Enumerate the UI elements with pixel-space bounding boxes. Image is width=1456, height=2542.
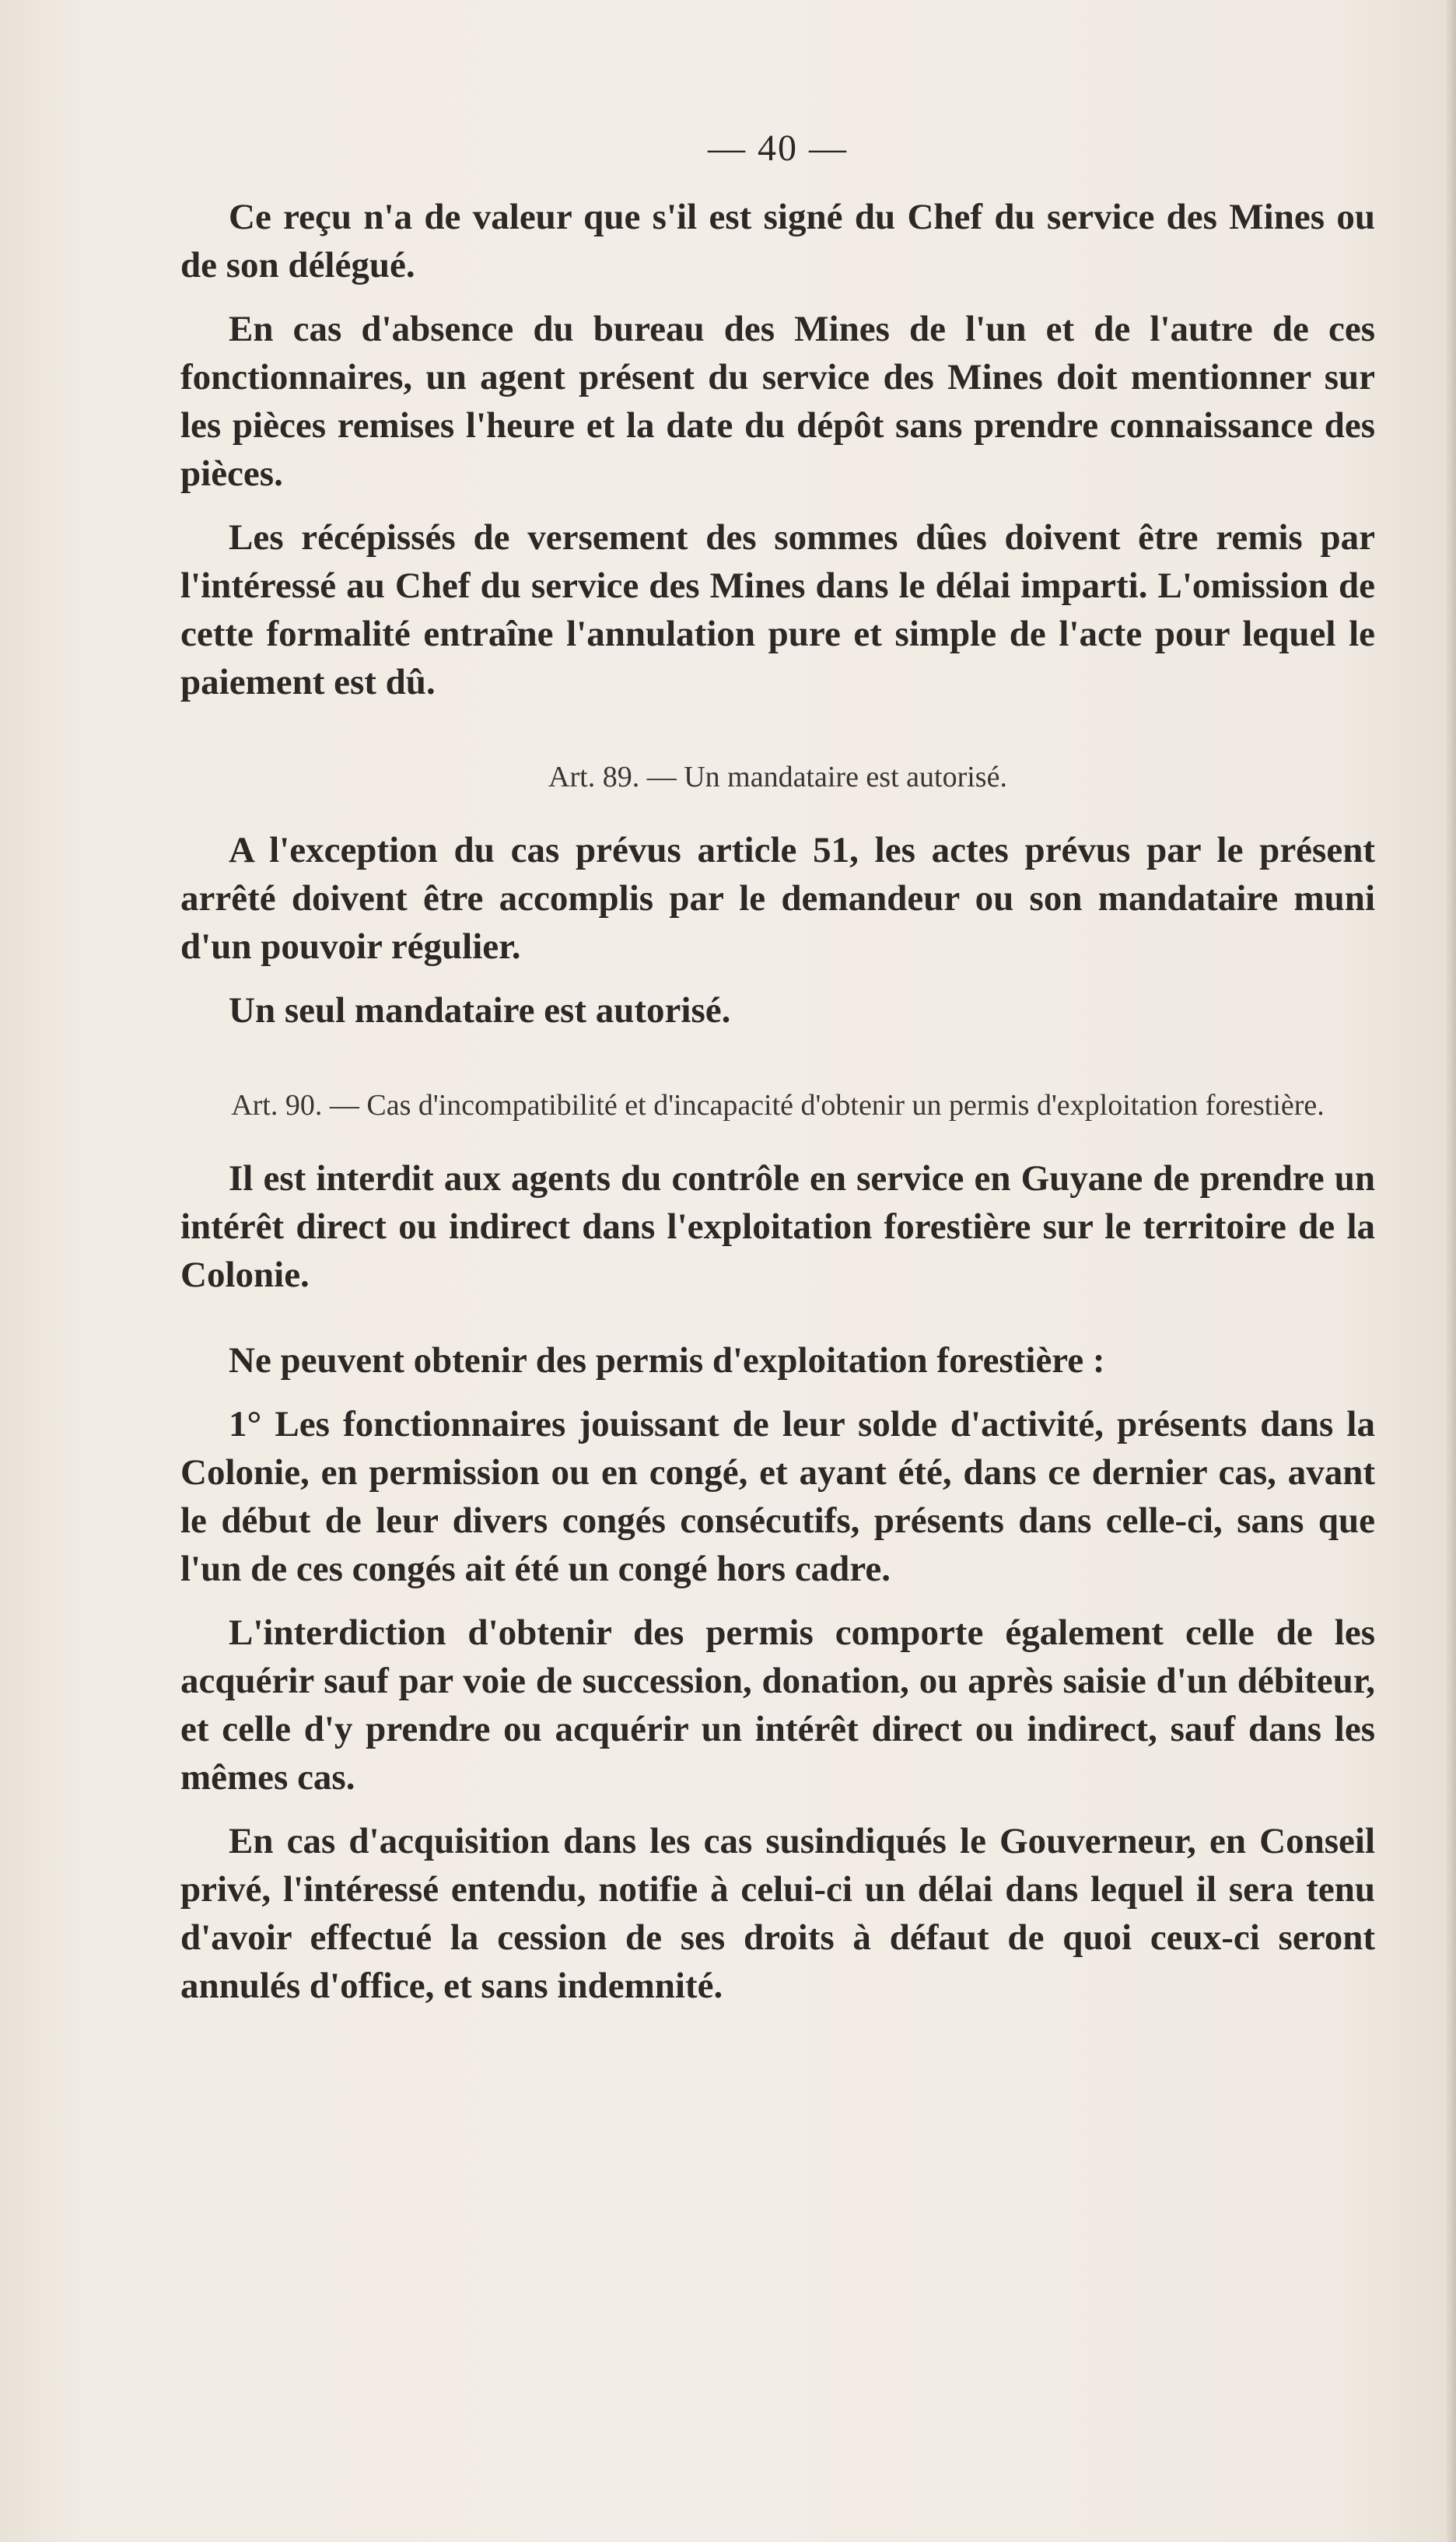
article-90-heading: Art. 90. — Cas d'incompatibilité et d'incapacité d'obtenir un permis d'exploitation forestière. <box>231 1089 1325 1122</box>
paragraph-art90-interdiction-acquerir: L'interdiction d'obtenir des permis comporte également celle de les acquérir sauf par voie de succession, donation, ou après saisie d'un débiteur, et celle d'y prendre ou acquérir un intérêt direct ou indirect, sauf dans les mêmes cas. <box>180 1612 1375 1798</box>
paragraph-art90-interdiction-agents: Il est interdit aux agents du contrôle en service en Guyane de prendre un intérêt direct ou indirect dans l'exploitation forestière sur le territoire de la Colonie. <box>180 1158 1375 1295</box>
paragraph-art89-single-mandataire: Un seul mandataire est autorisé. <box>229 990 731 1031</box>
text-block <box>180 124 1375 2026</box>
article-89-heading: Art. 89. — Un mandataire est autorisé. <box>548 761 1007 793</box>
paragraph-art89-exception: A l'exception du cas prévus article 51, les actes prévus par le présent arrêté doivent être accomplis par le demandeur ou son mandataire muni d'un pouvoir régulier. <box>180 830 1375 967</box>
page-spine-shadow <box>1445 0 1456 2542</box>
paragraph-receipt-validity: Ce reçu n'a de valeur que s'il est signé du Chef du service des Mines ou de son délégué. <box>180 197 1375 285</box>
paragraph-absence-bureau: En cas d'absence du bureau des Mines de l'un et de l'autre de ces fonctionnaires, un agent présent du service des Mines doit mentionner sur les pièces remises l'heure et la date du dépôt sans prendre connaissance des pièces. <box>180 309 1375 494</box>
paragraph-recepisses: Les récépissés de versement des sommes dûes doivent être remis par l'intéressé au Chef du service des Mines dans le délai imparti. L'omission de cette formalité entraîne l'annulation pure et simple de l'acte pour lequel le paiement est dû. <box>180 517 1375 702</box>
paragraph-art90-fonctionnaires: 1° Les fonctionnaires jouissant de leur solde d'activité, présents dans la Colonie, en permission ou en congé, et ayant été, dans ce dernier cas, avant le début de leur divers congés consécutifs, présents dans celle-ci, sans que l'un de ces congés ait été un congé hors cadre. <box>180 1404 1375 1589</box>
paragraph-art90-acquisition: En cas d'acquisition dans les cas susindiqués le Gouverneur, en Conseil privé, l'intéressé entendu, notifie à celui-ci un délai dans lequel il sera tenu d'avoir effectué la cession de ses droits à défaut de quoi ceux-ci seront annulés d'office, et sans indemnité. <box>180 1821 1375 2006</box>
page-number: — 40 — <box>708 128 848 169</box>
spacer <box>180 1315 1375 1336</box>
paragraph-art90-ne-peuvent: Ne peuvent obtenir des permis d'exploitation forestière : <box>229 1340 1105 1381</box>
